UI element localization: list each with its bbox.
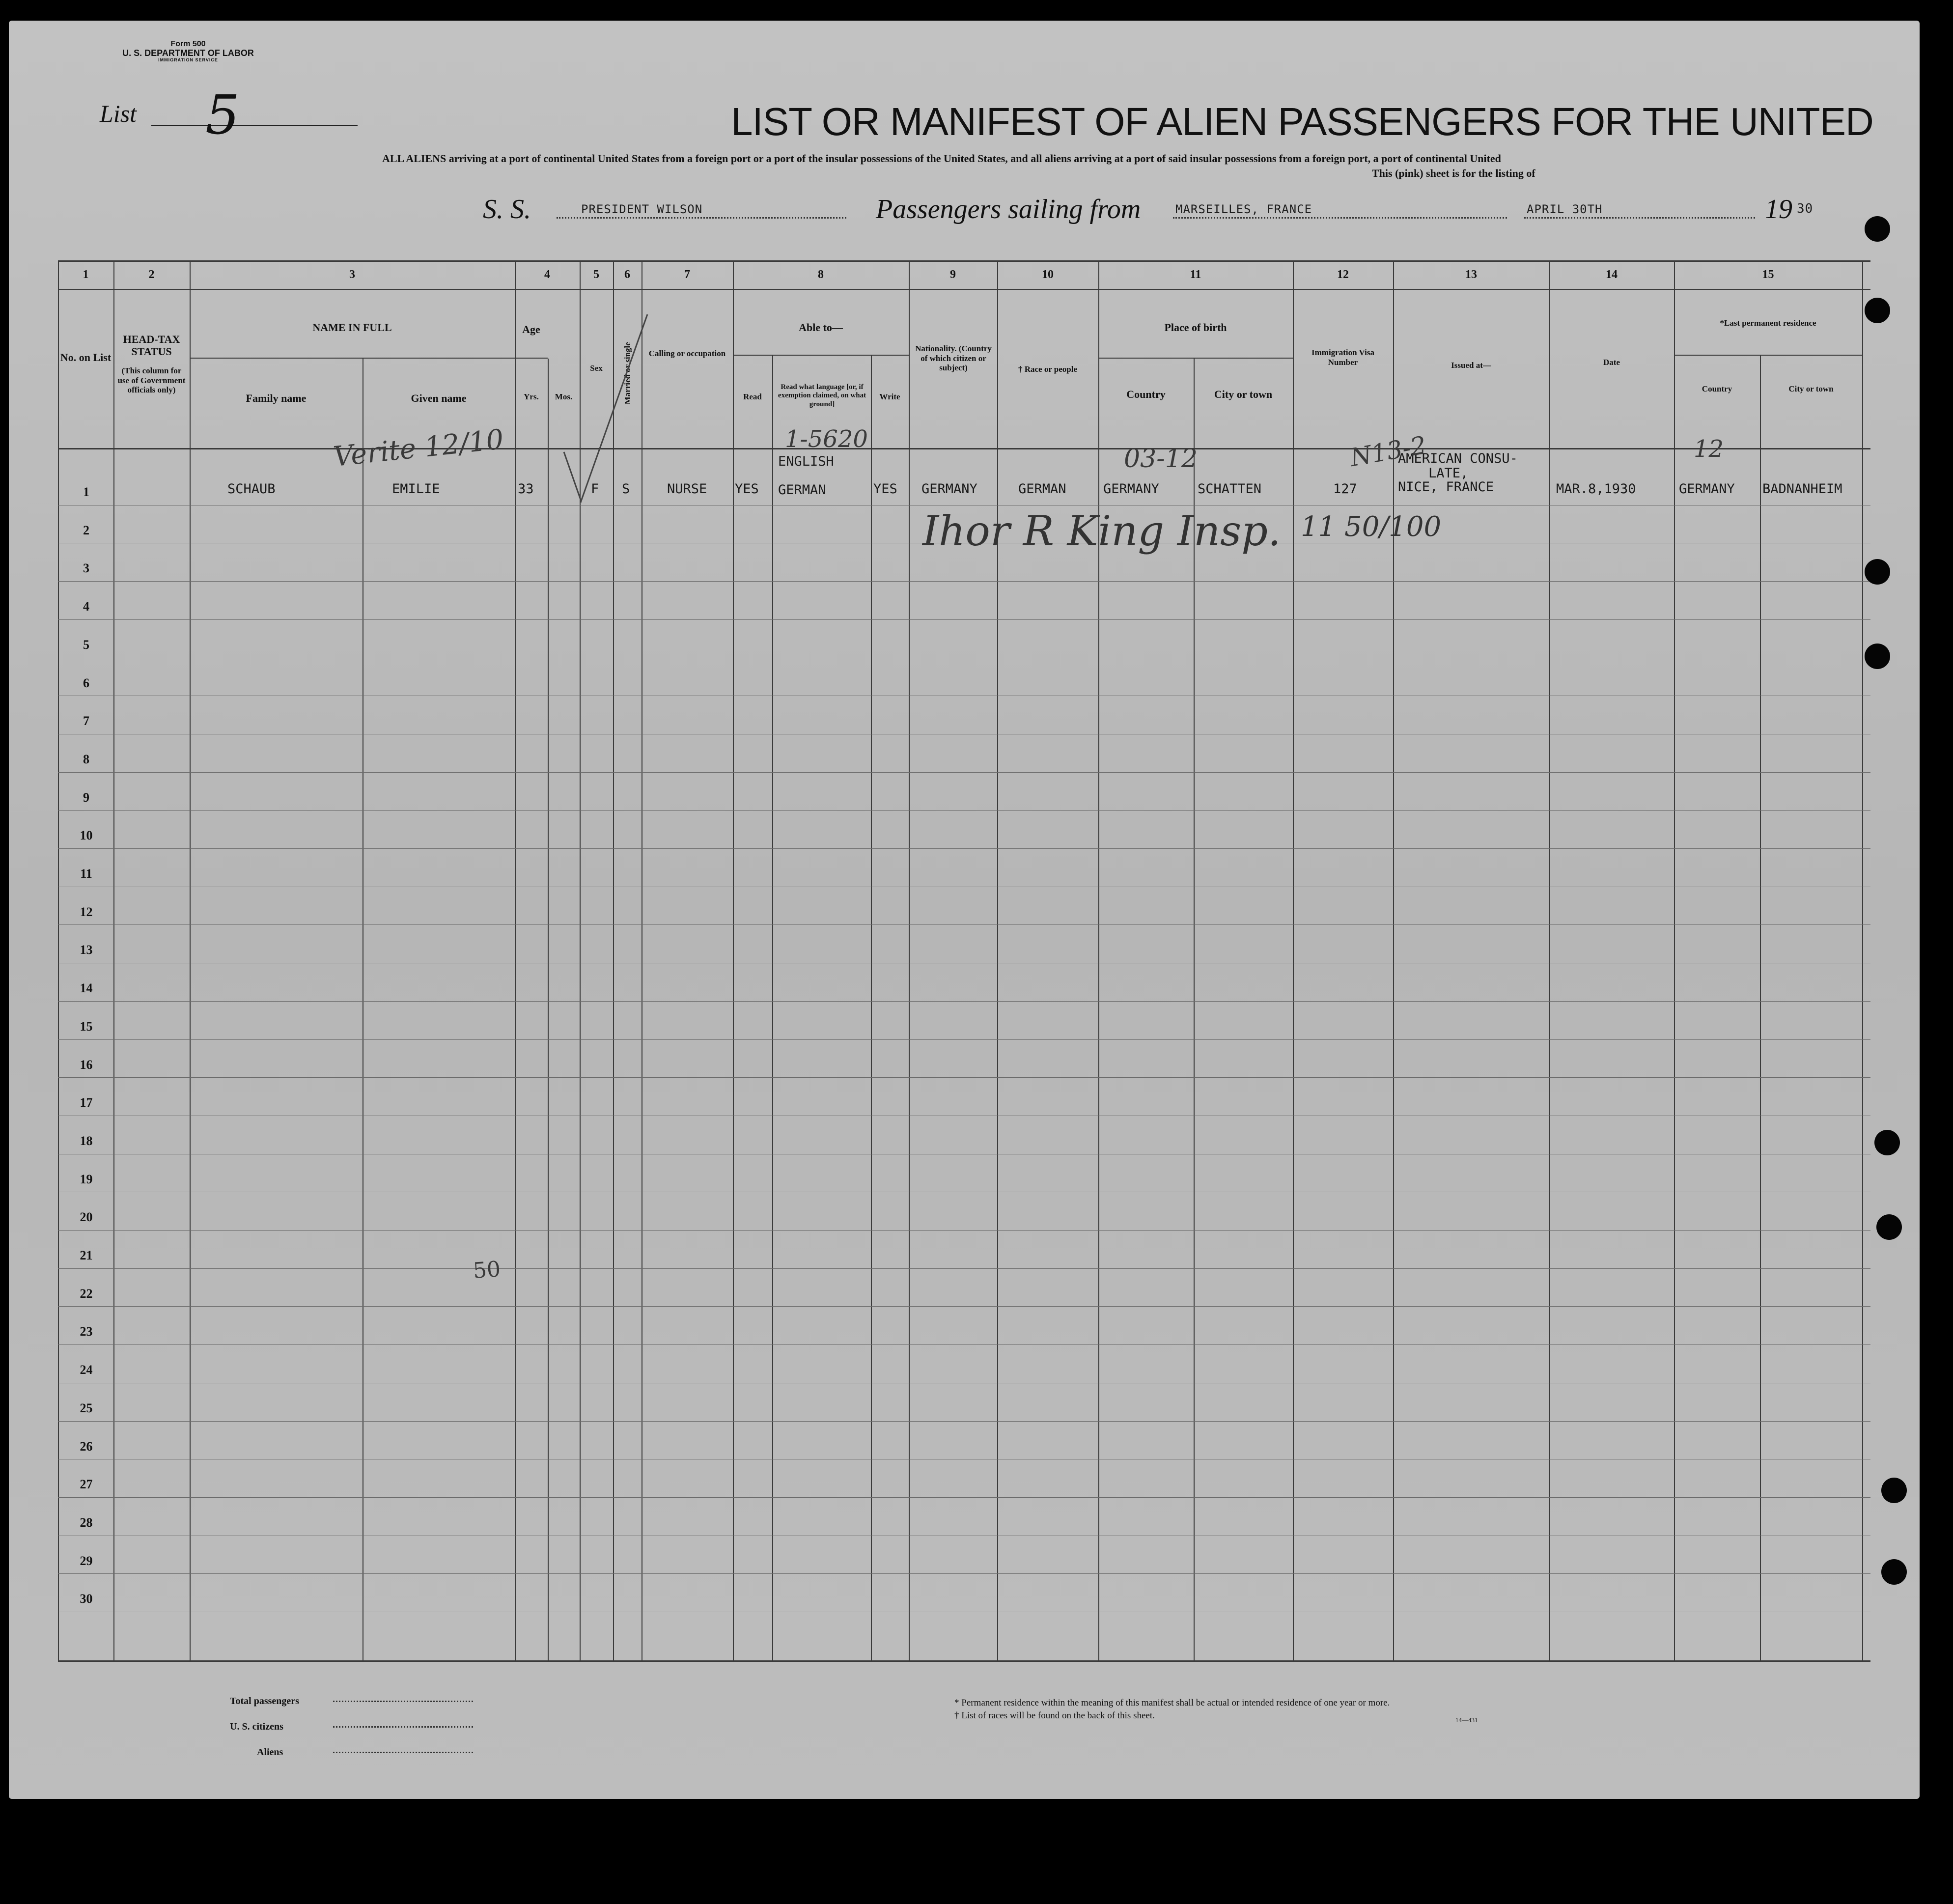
row-number: 8 xyxy=(83,752,89,766)
colnum-15: 15 xyxy=(1762,268,1774,281)
list-underline xyxy=(151,125,358,126)
colnum-12: 12 xyxy=(1337,268,1349,281)
col-rule-3 xyxy=(515,260,516,1662)
year-prefix: 19 xyxy=(1765,194,1792,224)
colnum-5: 5 xyxy=(593,268,599,281)
race-value: GERMAN xyxy=(1018,481,1066,497)
handwritten-birth-note: 03-12 xyxy=(1124,444,1198,474)
age-subrule xyxy=(515,358,548,359)
visa-date-value: MAR.8,1930 xyxy=(1556,481,1636,497)
hdr-family-name: Family name xyxy=(246,392,307,404)
hdr-issued-at: Issued at— xyxy=(1451,361,1491,370)
row-number: 12 xyxy=(80,904,93,919)
department-name: U. S. DEPARTMENT OF LABOR xyxy=(122,48,254,58)
form-header xyxy=(83,40,294,62)
handwritten-name-note: Verite 12/10 xyxy=(332,423,505,474)
aliens-dotted-line xyxy=(333,1752,473,1753)
family-name: SCHAUB xyxy=(227,481,276,497)
list-number: 5 xyxy=(205,84,240,146)
handwritten-fee: 11 50/100 xyxy=(1301,511,1442,543)
hdr-able-to: Able to— xyxy=(799,321,843,334)
col-rule-4a xyxy=(548,359,549,1662)
col-rule-11 xyxy=(1293,260,1294,1662)
row-number: 17 xyxy=(80,1095,93,1110)
colnum-13: 13 xyxy=(1465,268,1477,281)
colnum-8: 8 xyxy=(818,268,824,281)
row-number: 14 xyxy=(80,981,93,996)
hdr-head-tax-note: (This column for use of Government officials only) xyxy=(117,366,186,395)
hdr-nationality: Nationality. (Country of which citizen or subject) xyxy=(915,344,992,373)
row-number: 23 xyxy=(80,1324,93,1339)
table-bottom-rule xyxy=(58,1660,1870,1662)
citizens-dotted-line xyxy=(333,1726,473,1728)
sailing-date: APRIL 30TH xyxy=(1527,202,1603,216)
row-rule xyxy=(58,1039,1870,1040)
row-number: 22 xyxy=(80,1286,93,1301)
row-number: 6 xyxy=(83,675,89,690)
row-number: 2 xyxy=(83,523,89,537)
binder-hole xyxy=(1865,216,1890,242)
hdr-read-language: Read what language [or, if exemption claimed, on what ground] xyxy=(778,383,866,408)
row-number: 10 xyxy=(80,828,93,843)
row-rule xyxy=(58,924,1870,925)
col-rule-12 xyxy=(1393,260,1394,1662)
hdr-res-country: Country xyxy=(1702,384,1732,393)
ship-name-line xyxy=(557,217,846,219)
colnum-1: 1 xyxy=(83,268,89,281)
row-number: 5 xyxy=(83,637,89,652)
colnum-rule xyxy=(58,289,1870,290)
total-passengers-label: Total passengers xyxy=(230,1696,299,1707)
row-number: 7 xyxy=(83,714,89,728)
hdr-age: Age xyxy=(522,323,540,336)
row-rule xyxy=(58,1001,1870,1002)
col-rule-10 xyxy=(1098,260,1099,1662)
col-rule-7 xyxy=(733,260,734,1662)
able-subrule xyxy=(733,355,909,356)
hdr-write: Write xyxy=(879,392,900,401)
name-subrule xyxy=(191,358,515,359)
col-rule-15 xyxy=(1862,260,1863,1662)
inspector-signature: Ihor R King Insp. xyxy=(922,507,1281,555)
row-number: 20 xyxy=(80,1210,93,1225)
row-number: 21 xyxy=(80,1248,93,1262)
birth-subrule xyxy=(1098,358,1293,359)
given-name: EMILIE xyxy=(392,481,440,497)
sex-value: F xyxy=(591,481,599,497)
handwritten-visa-note: N13-2 xyxy=(1348,430,1428,473)
hdr-date: Date xyxy=(1603,358,1620,367)
total-dotted-line xyxy=(333,1701,473,1702)
colnum-6: 6 xyxy=(624,268,630,281)
row-number: 11 xyxy=(80,867,92,881)
form-code: 14—431 xyxy=(1455,1716,1478,1724)
handwritten-residence-note: 12 xyxy=(1694,435,1724,463)
nationality-value: GERMANY xyxy=(921,481,977,497)
row-number: 26 xyxy=(80,1439,93,1454)
colnum-9: 9 xyxy=(950,268,956,281)
hdr-married-single: Married or single xyxy=(623,342,633,405)
service-name: IMMIGRATION SERVICE xyxy=(158,57,218,62)
birth-country-value: GERMANY xyxy=(1103,481,1159,497)
handwritten-language-note: 1-5620 xyxy=(785,425,868,453)
us-citizens-label: U. S. citizens xyxy=(230,1721,283,1732)
colnum-10: 10 xyxy=(1042,268,1054,281)
row-number: 29 xyxy=(80,1553,93,1568)
hdr-birth-city: City or town xyxy=(1214,388,1273,400)
residence-subrule xyxy=(1674,355,1862,356)
language-2: GERMAN xyxy=(778,482,826,498)
binder-hole xyxy=(1865,559,1890,585)
hdr-mos: Mos. xyxy=(555,392,573,401)
row-number: 9 xyxy=(83,790,89,805)
row-rule xyxy=(58,772,1870,773)
port-line xyxy=(1173,217,1507,219)
manifest-sheet xyxy=(9,21,1920,1799)
row-rule xyxy=(58,1230,1870,1231)
language-1: ENGLISH xyxy=(778,454,834,469)
row-number: 25 xyxy=(80,1400,93,1415)
header-bottom-rule xyxy=(58,448,1870,449)
row-rule xyxy=(58,1306,1870,1307)
form-number: Form 500 xyxy=(170,40,206,48)
row-number: 30 xyxy=(80,1592,93,1606)
check-mark-icon xyxy=(559,305,657,521)
hdr-res-city: City or town xyxy=(1788,384,1834,393)
hdr-place-of-birth: Place of birth xyxy=(1164,321,1227,334)
colnum-4: 4 xyxy=(544,268,550,281)
occupation-value: NURSE xyxy=(667,481,707,497)
row-number: 24 xyxy=(80,1363,93,1377)
marital-value: S xyxy=(622,481,630,497)
binder-hole xyxy=(1881,1478,1907,1503)
read-value: YES xyxy=(735,481,759,497)
table-top-rule xyxy=(58,260,1870,262)
row-number: 15 xyxy=(80,1019,93,1034)
col-rule-13 xyxy=(1549,260,1550,1662)
manifest-subtitle-1: ALL ALIENS arriving at a port of continental United States from a foreign port or a port of the insular possessions of the United States, and all aliens arriving at a port of said insular possessions from a foreign port, a port of continental United xyxy=(382,152,1501,165)
aliens-label: Aliens xyxy=(257,1747,283,1758)
row-rule xyxy=(58,1497,1870,1498)
visa-number-value: 127 xyxy=(1333,481,1357,497)
row-rule xyxy=(58,581,1870,582)
hdr-calling: Calling or occupation xyxy=(648,349,726,358)
row-number: 28 xyxy=(80,1515,93,1530)
hdr-birth-country: Country xyxy=(1126,388,1166,400)
binder-hole xyxy=(1874,1130,1900,1155)
hdr-name-in-full: NAME IN FULL xyxy=(312,321,392,334)
row-number: 3 xyxy=(83,561,89,576)
colnum-11: 11 xyxy=(1190,268,1201,281)
hdr-yrs: Yrs. xyxy=(524,392,539,401)
date-line xyxy=(1524,217,1755,219)
hdr-visa-number: Immigration Visa Number xyxy=(1311,348,1374,367)
binder-hole xyxy=(1865,644,1890,669)
binder-hole xyxy=(1865,298,1890,323)
issued-at-line-1: AMERICAN CONSU- xyxy=(1398,451,1518,466)
row-rule xyxy=(58,1268,1870,1269)
write-value: YES xyxy=(873,481,897,497)
list-label: List xyxy=(100,100,137,127)
row-number: 4 xyxy=(83,599,89,614)
colnum-3: 3 xyxy=(349,268,355,281)
races-footnote: † List of races will be found on the back of this sheet. xyxy=(954,1710,1155,1721)
hdr-no-on-list: No. on List xyxy=(60,351,112,364)
manifest-table xyxy=(58,260,1870,1663)
row-rule xyxy=(58,1573,1870,1574)
row-rule xyxy=(58,1077,1870,1078)
ship-name: PRESIDENT WILSON xyxy=(581,202,703,216)
colnum-14: 14 xyxy=(1606,268,1618,281)
col-rule-15a xyxy=(1760,356,1761,1662)
residence-footnote: * Permanent residence within the meaning of this manifest shall be actual or intended residence of one year or more. xyxy=(954,1698,1390,1708)
issued-at-line-2: LATE, xyxy=(1428,466,1469,481)
col-rule-2 xyxy=(190,260,191,1662)
col-rule-14 xyxy=(1674,260,1675,1662)
handwritten-margin-number: 50 xyxy=(472,1257,502,1284)
colnum-2: 2 xyxy=(148,268,155,281)
manifest-title: LIST OR MANIFEST OF ALIEN PASSENGERS FOR THE UNITED xyxy=(731,100,1873,143)
birth-city-value: SCHATTEN xyxy=(1198,481,1262,497)
row-rule xyxy=(58,810,1870,811)
year-suffix: 30 xyxy=(1797,201,1814,216)
hdr-sex: Sex xyxy=(590,364,603,373)
sailing-port: MARSEILLES, FRANCE xyxy=(1175,202,1312,216)
age-years: 33 xyxy=(518,481,534,497)
row-rule xyxy=(58,619,1870,620)
row-rule xyxy=(58,1421,1870,1422)
binder-hole xyxy=(1876,1214,1902,1240)
row-number: 27 xyxy=(80,1477,93,1492)
row-rule xyxy=(58,848,1870,849)
issued-at-line-3: NICE, FRANCE xyxy=(1398,479,1494,495)
hdr-race: † Race or people xyxy=(1018,364,1078,374)
hdr-given-name: Given name xyxy=(411,392,467,404)
col-rule-9 xyxy=(997,260,998,1662)
col-rule-8a xyxy=(772,356,773,1662)
binder-hole xyxy=(1881,1559,1907,1585)
colnum-7: 7 xyxy=(684,268,690,281)
row-number: 19 xyxy=(80,1172,93,1186)
row-number: 1 xyxy=(83,485,89,499)
ss-label: S. S. xyxy=(483,194,531,224)
res-country-value: GERMANY xyxy=(1679,481,1735,497)
row-number: 13 xyxy=(80,943,93,957)
manifest-subtitle-2: This (pink) sheet is for the listing of xyxy=(1372,167,1535,179)
row-number: 16 xyxy=(80,1057,93,1072)
sailing-label: Passengers sailing from xyxy=(876,194,1141,224)
hdr-last-residence: *Last permanent residence xyxy=(1720,318,1816,328)
hdr-read: Read xyxy=(743,392,762,401)
col-rule-8b xyxy=(871,356,872,1662)
row-number: 18 xyxy=(80,1133,93,1148)
col-rule-8 xyxy=(909,260,910,1662)
res-city-value: BADNANHEIM xyxy=(1762,481,1842,497)
row-rule xyxy=(58,1344,1870,1345)
hdr-head-tax: HEAD-TAX STATUS xyxy=(123,333,180,358)
